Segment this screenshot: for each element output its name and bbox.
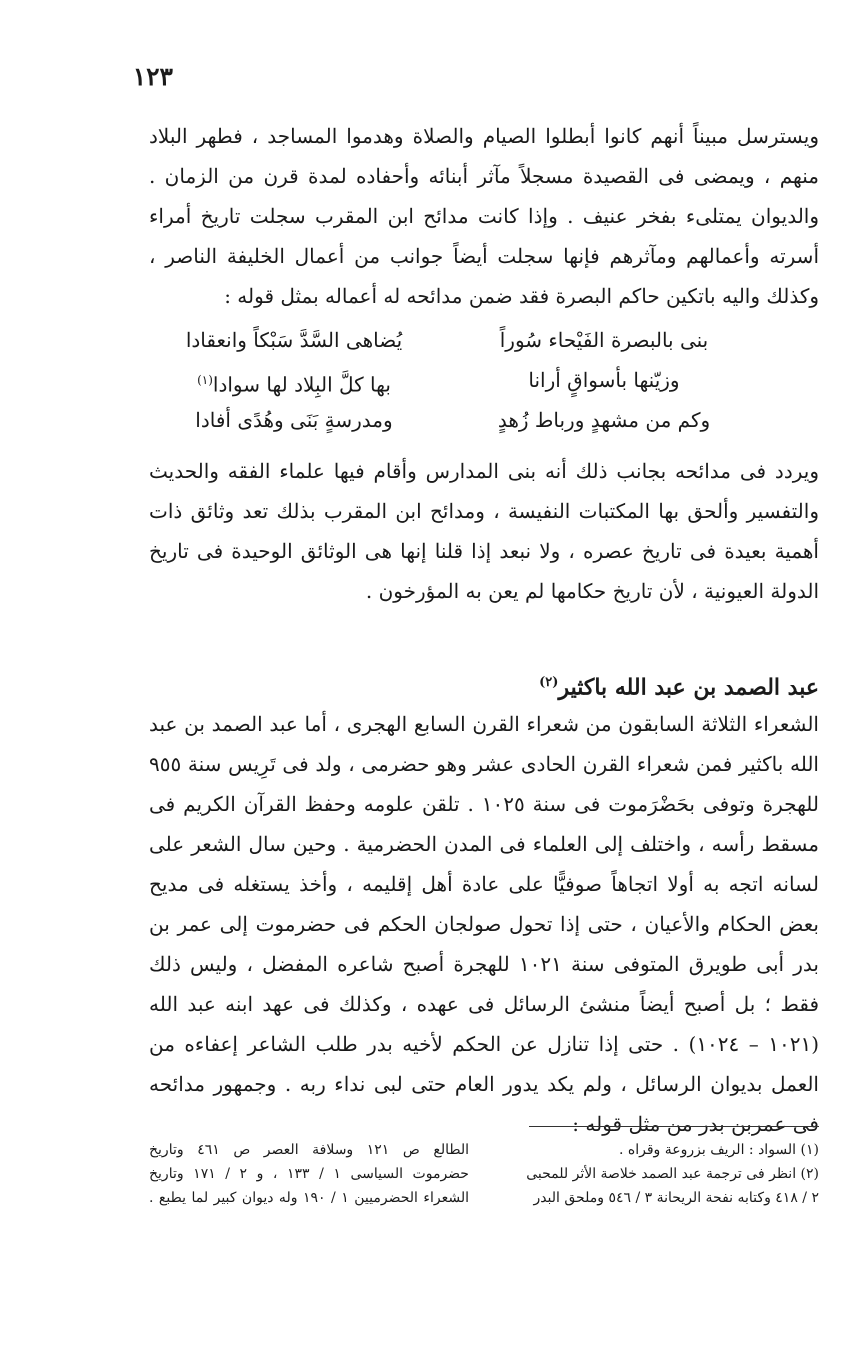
poem-verse-1	[149, 320, 749, 360]
footnote-line: الطالع ص ١٢١ وسلافة العصر ص ٤٦١ وتاريخ	[149, 1142, 469, 1158]
page-number: ١٢٣	[132, 62, 173, 91]
section-heading-text: عبد الصمد بن عبد الله باكثير	[558, 674, 819, 701]
footnote-line: الشعراء الحضرميين ١ / ١٩٠ وله ديوان كبير لما يطبع .	[149, 1190, 469, 1206]
poem-verse-3	[149, 400, 749, 440]
footnotes-left-column	[149, 1138, 469, 1210]
verse-3-second-hemistich: ومدرسةٍ بَنَى وهُدًى أفادا	[195, 408, 393, 432]
verse-1-first-hemistich: بنى بالبصرة الفَيْحاء سُوراً	[499, 328, 709, 352]
footnote-divider	[529, 1126, 819, 1127]
footnote-line: (١) السواد : الريف بزروعة وقراه .	[618, 1142, 819, 1158]
verse-2-second-hemistich-wrap	[149, 360, 439, 400]
footnote-line: حضرموت السياسى ١ / ١٣٣ ، و ٢ / ١٧١ وتاريخ	[149, 1166, 469, 1182]
paragraph-1: ويسترسل مبيناً أنهم كانوا أبطلوا الصيام والصلاة وهدموا المساجد ، فطهر البلاد منهم ، ويمضى فى القصيدة مسجلاً مآثر أبنائه وأحفاده لمدة قرن من الزمان . والديوان يمتلىء بفخر عنيف . وإذا كانت مدائح ابن المقرب سجلت تاريخ أمراء أسرته وأعمالهم ومآثرهم فإنها سجلت أيضاً جوانب من أعمال الخليفة الناصر ، وكذلك واليه باتكين حاكم البصرة فقد ضمن مدائحه له أعماله بمثل قوله :	[149, 124, 819, 308]
verse-2-first-hemistich: وزيّنها بأسواقٍ أرانا	[528, 368, 680, 392]
paragraph-2: ويردد فى مدائحه بجانب ذلك أنه بنى المدارس وأقام فيها علماء الفقه والحديث والتفسير وألحق بها المكتبات النفيسة ، ومدائح ابن المقرب بذلك تعد وثائق ذات أهمية بعيدة فى تاريخ عصره ، ولا نبعد إذا قلنا إنها هى الوثائق الوحيدة فى تاريخ الدولة العيونية ، لأن تاريخ حكامها لم يعن به المؤرخون .	[149, 459, 819, 603]
paragraph-3: الشعراء الثلاثة السابقون من شعراء القرن السابع الهجرى ، أما عبد الصمد بن عبد الله باكثير فمن شعراء القرن الحادى عشر وهو حضرمى ، ولد فى تَرِيس سنة ٩٥٥ للهجرة وتوفى بحَضْرَموت فى سنة ١٠٢٥ . تلقن علومه وحفظ القرآن الكريم فى مسقط رأسه ، واختلف إلى العلماء فى المدن الحضرمية . وحين سال الشعر على لسانه اتجه به أولا اتجاهاً صوفيًّا على عادة أهل إقليمه ، وأخذ يستغله فى مديح بعض الحكام والأعيان ، حتى إذا تحول صولجان الحكم فى حضرموت إلى عمر بن بدر أبى طويرق المتوفى سنة ١٠٢١ للهجرة أصبح شاعره المفضل ، وليس ذلك فقط ؛ بل أصبح أيضاً منشئ الرسائل فى عهده ، وكذلك فى عهد ابنه عبد الله (١٠٢١ – ١٠٢٤) . حتى إذا تنازل عن الحكم لأخيه بدر طلب الشاعر إعفاءه من العمل بديوان الرسائل ، ولم يكد يدور العام حتى لبى نداء ربه . وجمهور مدائحه فى عمربن بدر من مثل قوله :	[149, 712, 820, 1136]
footnote-line: ٢ / ٤١٨ وكتابه نفحة الريحانة ٣ / ٥٤٦ وملحق البدر	[533, 1190, 819, 1206]
verse-1-second-hemistich: يُضاهى السَّدَّ سَبْكاً وانعقادا	[185, 328, 403, 352]
footnote-line: (٢) انظر فى ترجمة عبد الصمد خلاصة الأثر للمحبى	[526, 1166, 819, 1182]
poem	[149, 320, 749, 440]
poem-verse-2	[149, 360, 749, 400]
verse-3-first-hemistich: وكم من مشهدٍ ورباط زُهدٍ	[497, 408, 711, 432]
footnotes-right-column	[499, 1138, 819, 1210]
footnote-marker-2: (٢)	[539, 675, 559, 690]
footnotes	[149, 1138, 819, 1210]
footnote-marker-1: (١)	[197, 373, 213, 387]
verse-2-second-hemistich: بها كلَّ البِلاد لها سوادا	[212, 372, 391, 397]
section-heading	[149, 666, 819, 704]
